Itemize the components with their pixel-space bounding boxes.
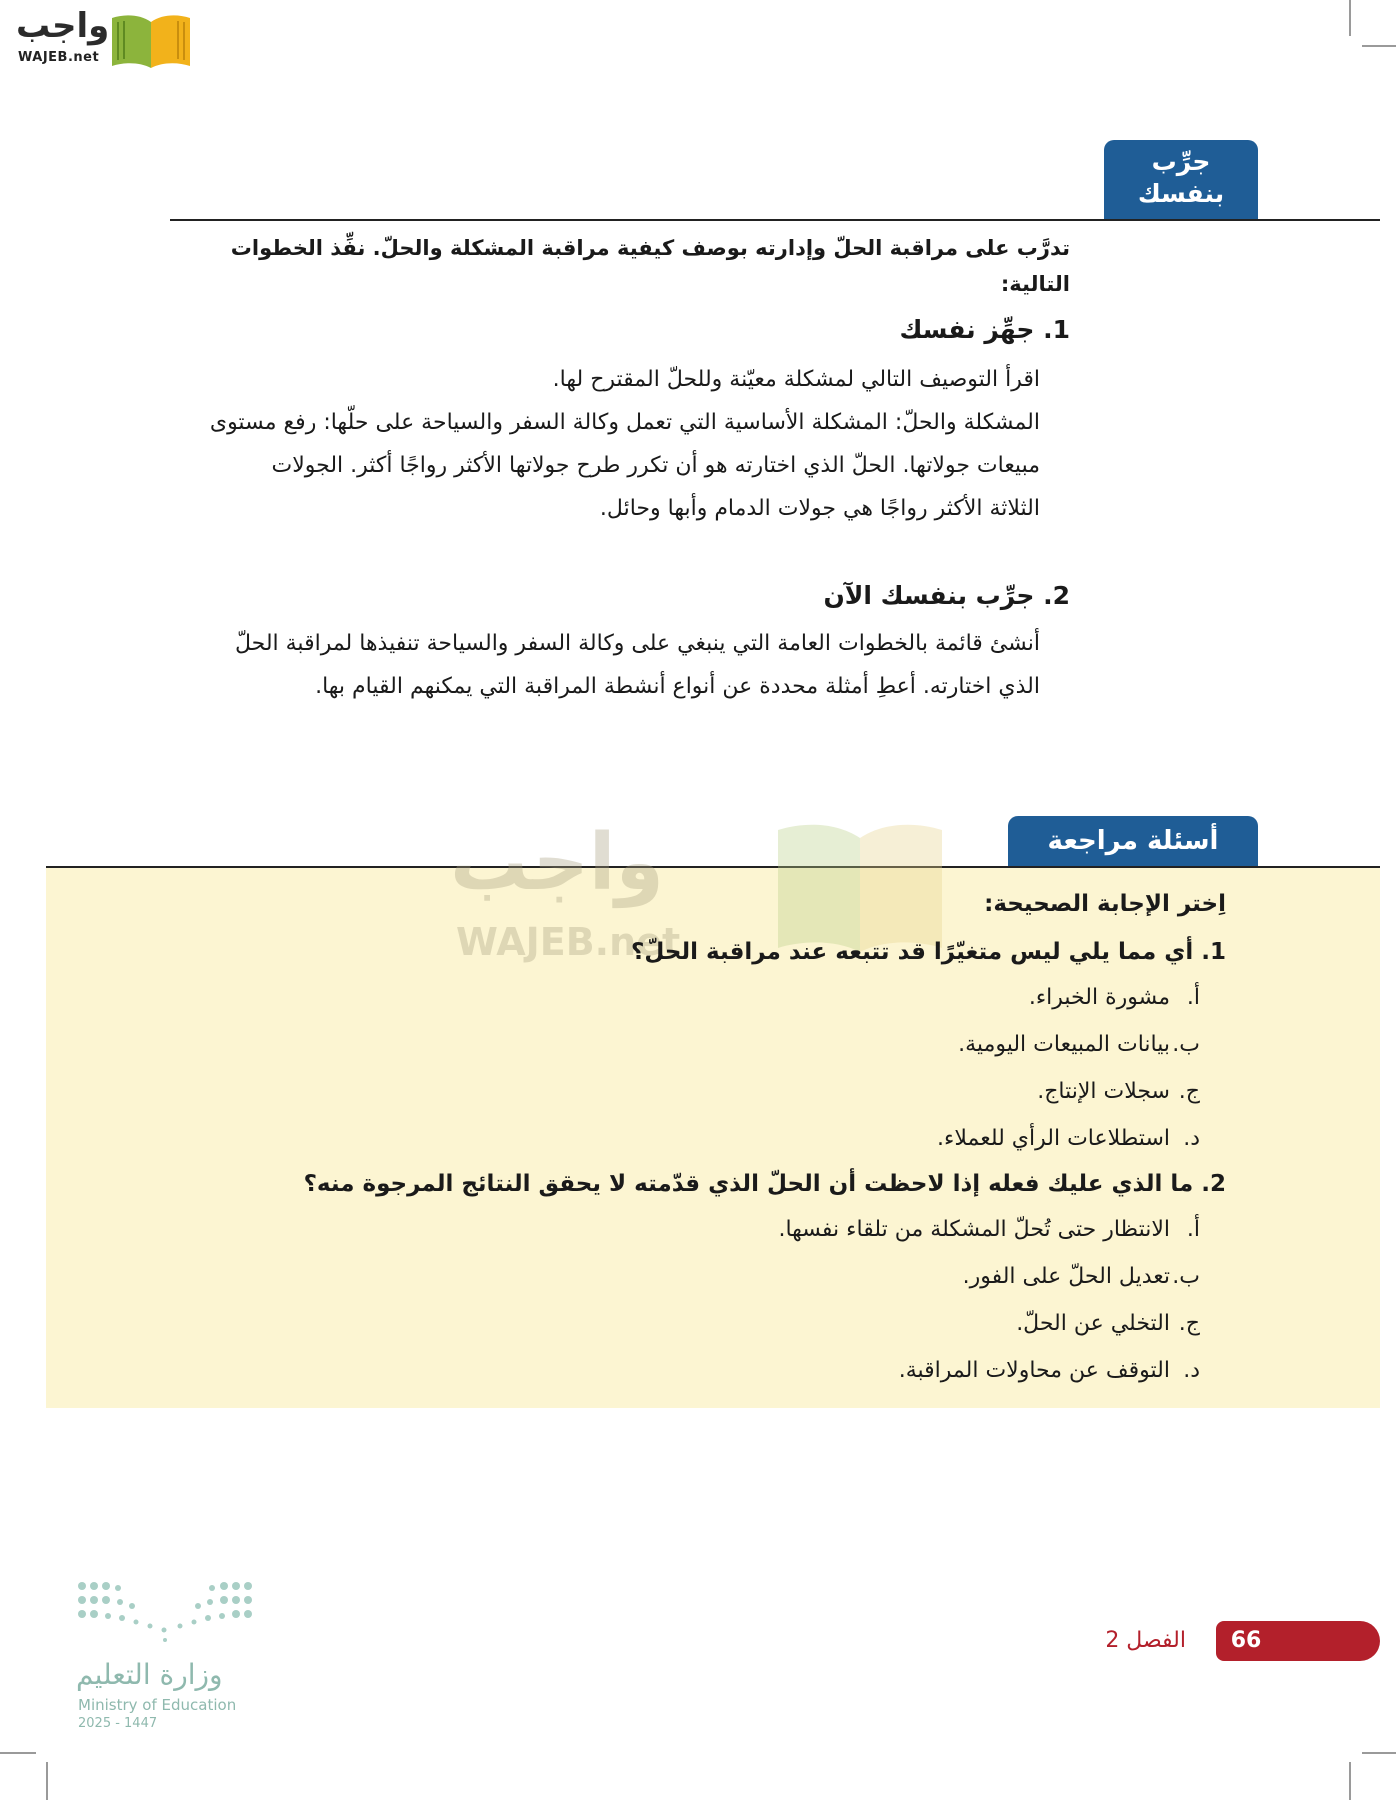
step2-line: أنشئ قائمة بالخطوات العامة التي ينبغي على وكالة السفر والسياحة تنفيذها لمراقبة الحلّ bbox=[234, 631, 1040, 656]
ministry-year: 2025 - 1447 bbox=[78, 1716, 158, 1731]
q2-option-c[interactable] bbox=[300, 1300, 1200, 1347]
option-letter: ج. bbox=[1178, 1311, 1200, 1336]
option-letter: أ. bbox=[1186, 1217, 1200, 1242]
option-letter: د. bbox=[1183, 1358, 1200, 1383]
try-intro: تدرَّب على مراقبة الحلّ وإدارته بوصف كيفية مراقبة المشكلة والحلّ. نفِّذ الخطوات التالية: bbox=[230, 236, 1070, 296]
site-logo bbox=[10, 6, 190, 68]
watermark-latin: WAJEB.net bbox=[456, 920, 681, 964]
try-yourself-tab bbox=[1104, 140, 1258, 220]
chapter-label: الفصل 2 bbox=[1105, 1628, 1186, 1653]
option-text: تعديل الحلّ على الفور. bbox=[962, 1264, 1170, 1289]
ministry-name-ar: وزارة التعليم bbox=[76, 1658, 223, 1691]
review-questions-tab: أسئلة مراجعة bbox=[1008, 816, 1258, 866]
crop-mark bbox=[1362, 1752, 1396, 1754]
option-text: بيانات المبيعات اليومية. bbox=[958, 1032, 1170, 1057]
step2-line: الذي اختارته. أعطِ أمثلة محددة عن أنواع أنشطة المراقبة التي يمكنهم القيام بها. bbox=[315, 674, 1040, 699]
try-tab-line2: بنفسك bbox=[1137, 179, 1225, 208]
q2-option-a[interactable] bbox=[300, 1206, 1200, 1253]
ministry-logo bbox=[70, 1578, 270, 1731]
step1-body bbox=[150, 358, 1040, 530]
option-letter: ب. bbox=[1172, 1032, 1200, 1057]
step2-body bbox=[150, 622, 1040, 708]
step1-line: مبيعات جولاتها. الحلّ الذي اختارته هو أن تكرر طرح جولاتها الأكثر رواجًا أكثر. الجولات bbox=[271, 453, 1040, 478]
option-text: سجلات الإنتاج. bbox=[1037, 1079, 1170, 1104]
logo-latin: WAJEB.net bbox=[18, 50, 100, 65]
option-text: استطلاعات الرأي للعملاء. bbox=[937, 1126, 1170, 1151]
option-text: مشورة الخبراء. bbox=[1028, 985, 1170, 1010]
option-letter: ب. bbox=[1172, 1264, 1200, 1289]
crop-mark bbox=[1349, 0, 1351, 36]
step1-line: الثلاثة الأكثر رواجًا هي جولات الدمام وأبها وحائل. bbox=[599, 496, 1040, 521]
option-text: الانتظار حتى تُحلّ المشكلة من تلقاء نفسها. bbox=[778, 1217, 1170, 1242]
logo-word: واجب bbox=[16, 6, 110, 46]
step1-line: اقرأ التوصيف التالي لمشكلة معيّنة وللحلّ المقترح لها. bbox=[552, 367, 1040, 392]
watermark-word: واجب bbox=[450, 818, 665, 908]
option-text: التوقف عن محاولات المراقبة. bbox=[898, 1358, 1170, 1383]
q2-option-b[interactable] bbox=[300, 1253, 1200, 1300]
q1-option-c[interactable] bbox=[300, 1068, 1200, 1115]
step2-title: 2. جرِّب بنفسك الآن bbox=[823, 581, 1070, 610]
section-rule bbox=[170, 219, 1380, 221]
crop-mark bbox=[1349, 1762, 1351, 1800]
option-letter: ج. bbox=[1178, 1079, 1200, 1104]
q1-option-b[interactable] bbox=[300, 1021, 1200, 1068]
try-tab-line1: جرِّب bbox=[1151, 147, 1211, 176]
q2-option-d[interactable] bbox=[300, 1347, 1200, 1394]
question-2: 2. ما الذي عليك فعله إذا لاحظت أن الحلّ الذي قدّمته لا يحقق النتائج المرجوة منه؟ bbox=[303, 1171, 1226, 1197]
review-instruction: اِختر الإجابة الصحيحة: bbox=[984, 891, 1226, 917]
q1-option-d[interactable] bbox=[300, 1115, 1200, 1162]
crop-mark bbox=[46, 1762, 48, 1800]
question-2-options bbox=[300, 1206, 1200, 1394]
question-1: 1. أي مما يلي ليس متغيّرًا قد تتبعه عند مراقبة الحلّ؟ bbox=[631, 939, 1226, 965]
option-letter: د. bbox=[1183, 1126, 1200, 1151]
option-text: التخلي عن الحلّ. bbox=[1016, 1311, 1170, 1336]
step1-line: المشكلة والحلّ: المشكلة الأساسية التي تعمل وكالة السفر والسياحة على حلّها: رفع مستوى bbox=[209, 410, 1040, 435]
step1-title: 1. جهِّز نفسك bbox=[899, 315, 1070, 344]
crop-mark bbox=[0, 1752, 36, 1754]
option-letter: أ. bbox=[1186, 985, 1200, 1010]
crop-mark bbox=[1362, 45, 1396, 47]
q1-option-a[interactable] bbox=[300, 974, 1200, 1021]
ministry-name-en: Ministry of Education bbox=[78, 1696, 237, 1714]
book-icon bbox=[110, 12, 192, 70]
question-1-options bbox=[300, 974, 1200, 1162]
page-number: 66 bbox=[1230, 1628, 1262, 1653]
ministry-dots-icon bbox=[76, 1578, 256, 1648]
